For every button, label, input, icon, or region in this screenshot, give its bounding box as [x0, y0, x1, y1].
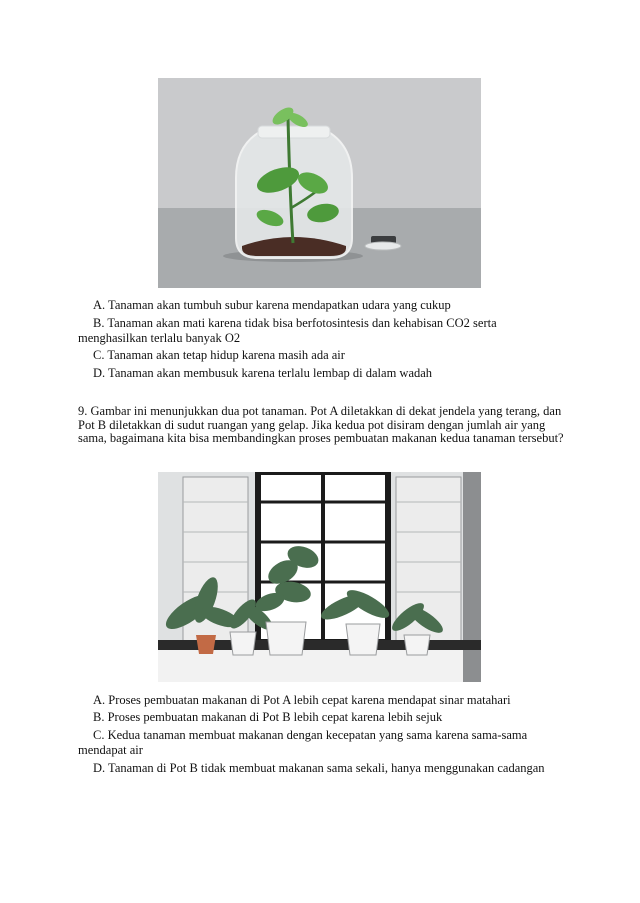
- sealed-jar-illustration: [158, 78, 481, 288]
- q8-option-a: A. Tanaman akan tumbuh subur karena mendapatkan udara yang cukup: [93, 298, 451, 312]
- q8-option-c: C. Tanaman akan tetap hidup karena masih ada air: [93, 348, 345, 362]
- window-plants-illustration: [158, 472, 481, 682]
- q9-option-c: C. Kedua tanaman membuat makanan dengan kecepatan yang sama karena sama-sama mendapat air: [78, 728, 528, 757]
- q9-option-b: B. Proses pembuatan makanan di Pot B lebih cepat karena lebih sejuk: [93, 710, 443, 724]
- q8-option-d: D. Tanaman akan membusuk karena terlalu lembap di dalam wadah: [93, 366, 433, 380]
- q9-question: 9. Gambar ini menunjukkan dua pot tanaman. Pot A diletakkan di dekat jendela yang terang, dan Pot B diletakkan di sudut ruangan yang gelap. Jika kedua pot disiram dengan jumlah air yang sama, bagaimana kita bisa membandingkan proses pembuatan makanan kedua tanaman tersebut?: [78, 404, 564, 445]
- q9-option-a: A. Proses pembuatan makanan di Pot A lebih cepat karena mendapat sinar matahari: [93, 693, 511, 707]
- q9-option-d: D. Tanaman di Pot B tidak membuat makanan sama sekali, hanya menggunakan cadangan: [93, 761, 545, 775]
- q8-option-b: B. Tanaman akan mati karena tidak bisa berfotosintesis dan kehabisan CO2 serta menghasilkan terlalu banyak O2: [78, 316, 497, 345]
